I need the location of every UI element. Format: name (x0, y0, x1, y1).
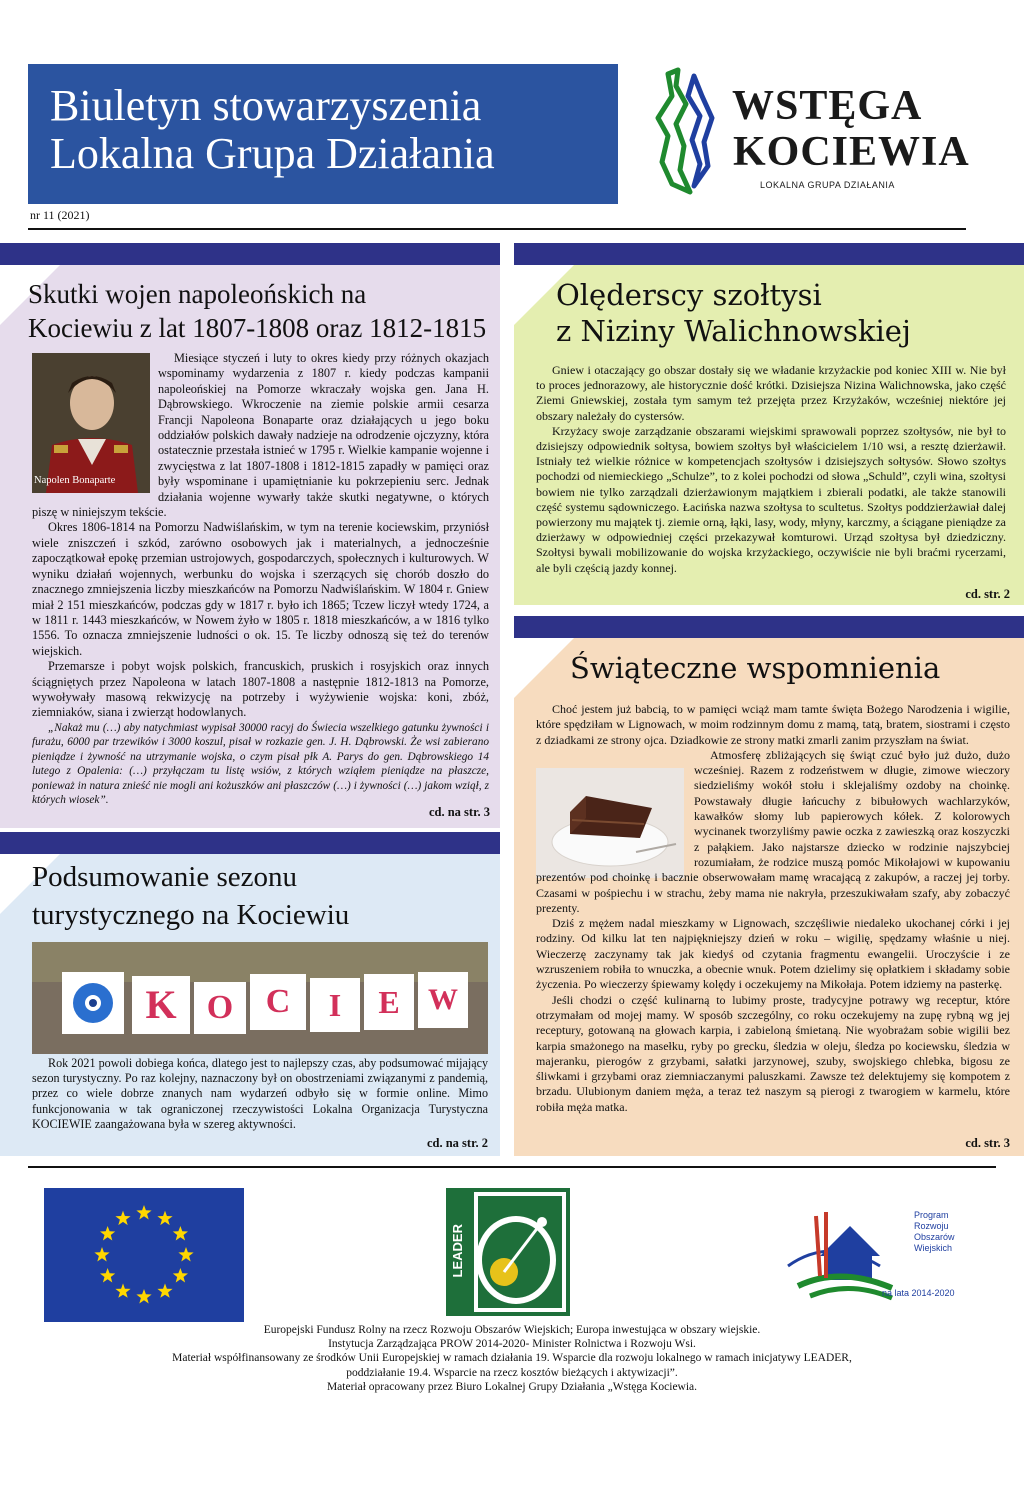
article-body (32, 351, 489, 808)
parade-sign-letter: I (310, 978, 360, 1032)
kociewie-map-icon (650, 66, 740, 201)
article-title: Świąteczne wspomnienia (570, 651, 941, 685)
eu-star-icon (94, 1247, 109, 1262)
portrait-caption: Napolen Bonaparte (34, 475, 116, 486)
article-title: Olęderscy szołtysi z Niziny Walichnowskiej (556, 278, 911, 348)
parade-sign-letter: W (418, 972, 468, 1028)
paragraph: Przemarsze i pobyt wojsk polskich, francuskich, pruskich i rosyjskich oraz innych ściągniętych przez Napoleona w latach 1807-1808 a następnie 1812-1813 na Pomorze, wywoływały masową rekwizycję na potrzeby i wyżywienie wojska: koni, zbóż, ziemniaków, siana i zwierząt hodowlanych. (32, 659, 489, 720)
paragraph: Miesiące styczeń i luty to okres kiedy przy różnych okazjach wspominamy wydarzenia z 1807 r. kiedy podczas kampanii napoleońskiej na Pomorze wkraczały wojska gen. Jana H. Dąbrowskiego. Wkroczenie na ziemie polskie armii cesarza Francji Napoleona Bonaparte oraz działających u jego boku oddziałów polskich dawały nadzieje na odrodzenie ojczyzny, która ostatecznie przestała istnieć w 1795 r. Wielkie kampanie wojenne i zwycięstwa z lat 1807-1808 i 1812-1815 zapadły w pamięci oraz były wspominane i upamiętnianie ku pokrzepieniu serc. Jednak działania wojenne wywarły także skutki negatywne, o których piszę w niniejszym tekście. (32, 351, 489, 520)
panel-top-band (514, 616, 1024, 638)
article-body (536, 363, 1006, 576)
article-body (536, 702, 1010, 1115)
prow-years: na lata 2014-2020 (882, 1288, 955, 1298)
portrait-float-spacer (32, 351, 158, 501)
footer-line: Europejski Fundusz Rolny na rzecz Rozwoju Obszarów Wiejskich; Europa inwestująca w obszary wiejskie. (263, 1324, 761, 1336)
logo-wordmark-line2: KOCIEWIA (733, 129, 970, 175)
eu-star-icon (100, 1268, 115, 1283)
prow-text (914, 1210, 955, 1254)
article-title: Skutki wojen napoleońskich na Kociewiu z lat 1807-1808 oraz 1812-1815 (28, 279, 487, 343)
leader-logo (446, 1188, 570, 1316)
eu-star-icon (157, 1211, 172, 1226)
parade-sign-letter: K (132, 976, 190, 1034)
paragraph: Krzyżacy swoje zarządzanie obszarami wiejskimi sprawowali poprzez szołtysów, nie był to dzisiejszy odpowiednik sołtysa, bowiem szołtys był właścicielem 1/10 wsi, a resztę dzierżawił. Istniały też wielkie różnice w kompetencjach szołtysów i dzisiejszych sołtysów. Słowo szołtys pochodzi od niemieckiego „Schulze”, to z kolei pochodzi od słowa „Schuld”, czyli wina, szołtysi bowiem nie tylko zarządzali dzierżawionym majątkiem i zbierali podatki, ale także stanowili część systemu sądowniczego. Łacińska nazwa szołtysa to scultetus. Szołtys poddzierżawiał dalej powierzony mu majątek tj. ziemie orną, łąki, lasy, wody, młyny, karczmy, a ściągane pieniądze za dzierżawy w odpowiedniej części przekazywał komturowi. Urząd szołtysa był dziedziczny. Szołtysi bywali mobilizowanie do wojska krzyżackiego, oczywiście nie byli braćmi rycerzami, ale byli częścią jazdy konnej. (536, 423, 1006, 575)
footer-line: Instytucja Zarządzająca PROW 2014-2020- Minister Rolnictwa i Rozwoju Wsi. (328, 1338, 696, 1351)
parade-sign-letter: E (364, 974, 414, 1030)
prow-line: Rozwoju (914, 1221, 949, 1231)
logo-subtitle: LOKALNA GRUPA DZIAŁANIA (760, 180, 895, 190)
footer-credits (50, 1323, 974, 1394)
prow-logo (780, 1196, 980, 1306)
paragraph: Atmosferę zbliżających się świąt czuć było już dużo, dużo wcześniej. Razem z rodzeństwem w długie, zimowe wieczory siedzieliśmy wokół stołu i sklejaliśmy ozdoby na choinkę. Powstawały długie łańcuchy z bibułowych wachlarzyków, kawałków słomy lub papierowych kółek. Z kolorowych wycinanek tworzyliśmy pawie oczka z zawieszką oraz koszyczki z pałąkiem. Jako najstarsze dziecko w rodzinie najszybciej rozumiałam, że rodzice muszą pomóc Mikołajowi w kupowaniu prezentów pod choinkę i bacznie obserwowałam mamę wracającą z zakupów, a raczej jej torby. Czasami w pośpiechu i w strachu, żeby mama nie nakryła, przeszukiwałam szafy, aby zobaczyć prezenty. (536, 747, 1010, 915)
prow-line: Wiejskich (914, 1243, 953, 1253)
parade-photo (32, 942, 488, 1054)
eu-flag-logo (44, 1188, 244, 1322)
article-olender-panel (514, 243, 1024, 605)
panel-top-band (0, 832, 500, 854)
footer-rule (28, 1166, 996, 1168)
eu-star-icon (136, 1289, 151, 1304)
eu-star-icon (100, 1226, 115, 1241)
eu-star-icon (178, 1247, 193, 1262)
paragraph: Okres 1806-1814 na Pomorzu Nadwiślańskim, w tym na terenie kociewskim, przyniósł wiele zniszczeń i szkód, zarówno osobowych jak i materialnych, a jednocześnie zapoczątkował epokę przemian ustrojowych, gospodarczych, społecznych i kulturowych. W wyniku działań wojennych, werbunku do wojska i szerzących się chorób doszło do znacznego zmniejszenia liczby mieszkańców na Pomorzu Nadwiślańskim. W 1804 r. Gniew miał 2 151 mieszkańców, podczas gdy w 1817 r. było ich 1865; Tczew liczył wtedy 1724, a w 1811 r. 1443 mieszkańców, w Nowem żyło w 1805 r. 1818 mieszkańców, a w 1816 tylko 1556. To oznacza zmniejszenie ludności o ok. 15. Te liczby odnoszą się też do terenów wiejskich. (32, 520, 489, 658)
article-tourism-panel (0, 832, 500, 1156)
footer-line: Materiał współfinansowany ze środków Unii Europejskiej w ramach działania 19. Wsparcie dla rozwoju lokalnego w ramach inicjatywy LEADER, (172, 1352, 852, 1365)
continued-link[interactable]: cd. str. 3 (965, 1136, 1010, 1150)
paragraph: Rok 2021 powoli dobiega końca, dlatego jest to najlepszy czas, aby podsumować mijający sezon turystyczny. Po raz kolejny, naznaczony był on obostrzeniami związanymi z pandemią, przez co wiele dobrze znanych nam wydarzeń odbyło się w formie online. Mimo funkcjonowania w tak ograniczonej rzeczywistości Lokalna Organizacja Turystyczna KOCIEWIE zaangażowana była w szereg aktywności. (32, 1056, 488, 1131)
cake-float-spacer (536, 748, 694, 866)
paragraph: Choć jestem już babcią, to w pamięci wciąż mam tamte święta Bożego Narodzenia i wigilie, które spędziłam w Lignowach, w moim rodzinnym domu z mamą, tatą, bratem, siostrami i często z dziadkami ze strony ojca. Dziadkowie ze strony matki zmarli zanim przyszłam na świat. (536, 702, 1010, 747)
footer-line: Materiał opracowany przez Biuro Lokalnej Grupy Działania „Wstęga Kociewia. (326, 1380, 698, 1393)
parade-sign-letter: C (250, 974, 306, 1030)
panel-top-band (0, 243, 500, 265)
paragraph: Dziś z mężem nadal mieszkamy w Lignowach, szczęśliwie niedaleko ukochanej córki i jej rodziny. Od kilku lat ten najpiękniejszy dzień w roku – wigilię, spędzamy właśnie u niej. Wieczerzę zaczynamy tak jak kiedyś od czytania fragmentu ewangelii. Uroczyście i ze wzruszeniem robiła to wnuczka, a obecnie wnuk. Potem dzielimy się opłatkiem i składamy sobie życzenia. Po wieczerzy śpiewamy kolędy i oczekujemy na Mikołaja. Potem idziemy na pasterkę. (536, 916, 1010, 992)
continued-link[interactable]: cd. na str. 3 (428, 805, 490, 819)
eu-star-icon (136, 1205, 151, 1220)
eu-star-icon (173, 1268, 188, 1283)
issue-number: nr 11 (2021) (30, 208, 90, 222)
article-napoleonic-panel (0, 243, 500, 828)
panel-corner-notch (514, 638, 574, 698)
leader-label: LEADER (450, 1224, 465, 1278)
eu-star-icon (115, 1283, 130, 1297)
continued-link[interactable]: cd. na str. 2 (426, 1136, 488, 1150)
footer-line: poddziałanie 19.4. Wsparcie na rzecz kosztów bieżących i aktywizacji”. (346, 1366, 678, 1379)
continued-link[interactable]: cd. str. 2 (965, 587, 1010, 601)
article-body (32, 1056, 488, 1132)
prow-line: Obszarów (914, 1232, 955, 1242)
panel-top-band (514, 243, 1024, 265)
article-title: Podsumowanie sezonu turystycznego na Kociewiu (32, 861, 350, 931)
article-christmas-panel (514, 616, 1024, 1156)
prow-line: Program (914, 1210, 949, 1220)
paragraph: Gniew i otaczający go obszar dostały się we władanie krzyżackie pod koniec XIII w. Nie był to proces jednorazowy, ale historycznie dość krótki. Dzisiejsza Nizina Walichnowska, jako część Ziemi Gniewskiej, została tym samym też przejęta przez Krzyżaków, wcześniej niektóre jej obszary należały do cystersów. (536, 363, 1006, 423)
eu-star-icon (115, 1211, 130, 1226)
paragraph: Jeśli chodzi o część kulinarną to lubimy proste, tradycyjne potrawy wg receptur, które otrzymałam od mojej mamy. W sposób szczególny, co roku oczekujemy na zupę rybną wg jej receptury, gotowaną na głowach karpia, i zabieloną śmietaną. Nie wyobrażam sobie wigilii bez karpia smażonego na masełku, ryby po grecku, śledzia w oleju, śledza po kociewsku, śledzia w majeranku, pierogów z grzybami, sałatki jarzynowej, szuby, swojskiego chlebka, bigosu ze śliwkami i grzybami oraz ziemniaczanymi paluszkami. Zawsze też delektujemy się kompotem z brzadu. Ulubionym daniem męża, a teraz też naszym są pierogi z twarogiem w karmelu, które robiła męża matka. (536, 992, 1010, 1114)
page-title: Biuletyn stowarzyszenia Lokalna Grupa Działania (50, 81, 495, 178)
header-rule (28, 228, 966, 230)
logo-wordmark-line1: WSTĘGA (732, 83, 923, 129)
eu-star-icon (157, 1283, 172, 1297)
eu-star-icon (173, 1226, 188, 1241)
parade-sign-letter: O (194, 982, 246, 1034)
quote: „Nakaż mu (…) aby natychmiast wypisał 30000 racyj do Świecia wszelkiego gatunku żywności i furażu, 6000 par trzewików i 3000 koszul, pisał w rozkazie gen. J. H. Dąbrowski. Że wsi zabierano pieniądze i żywność na utrzymanie wojska, o czym pisał płk A. Parys do gen. Dąbrowskiego 14 lutego z Opalenia: (…) przyłączam tu listę wsiów, z których wziąłem pieniądze na płaszcze, ponieważ in natura znieść nie mogli ani kożuszków ani płaszczów (…) i żywności (…) jakom wziął, z których wiosek”. (32, 721, 489, 807)
